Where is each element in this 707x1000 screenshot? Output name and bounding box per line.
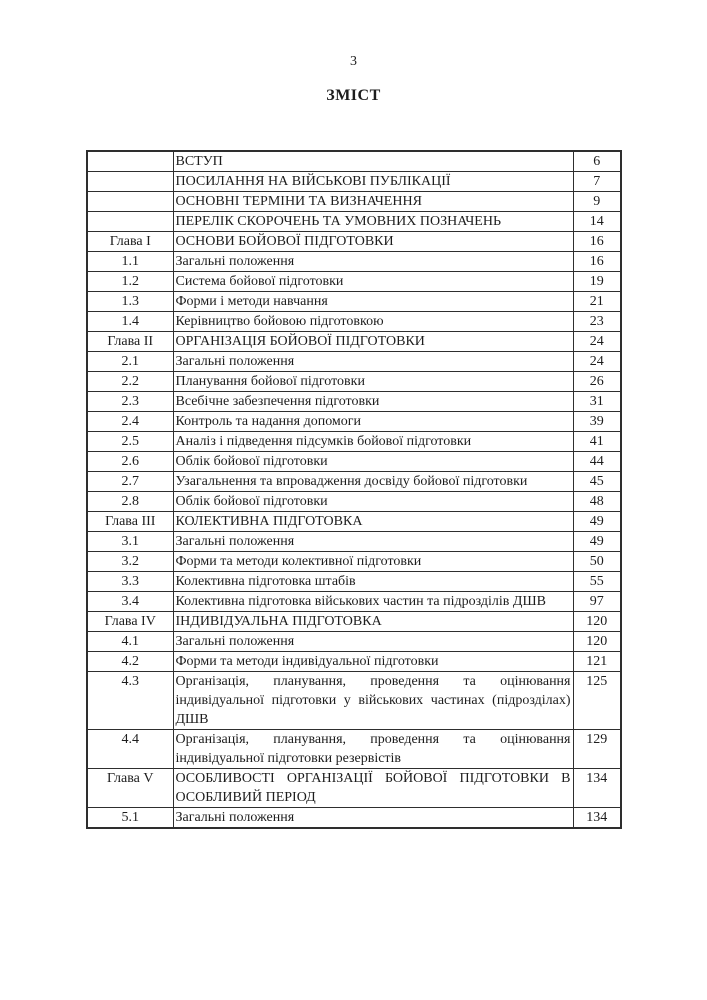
toc-title: Колективна підготовка штабів [173, 572, 573, 592]
toc-chapter: 1.3 [87, 292, 173, 312]
table-row [87, 672, 621, 730]
toc-title: Система бойової підготовки [173, 272, 573, 292]
table-row [87, 232, 621, 252]
toc-page: 134 [573, 808, 621, 829]
table-row [87, 472, 621, 492]
toc-title: Узагальнення та впровадження досвіду бойової підготовки [173, 472, 573, 492]
table-row [87, 632, 621, 652]
table-row [87, 352, 621, 372]
page-number: 3 [350, 54, 357, 69]
toc-page: 55 [573, 572, 621, 592]
toc-table [86, 150, 622, 829]
toc-title: ПОСИЛАННЯ НА ВІЙСЬКОВІ ПУБЛІКАЦІЇ [173, 172, 573, 192]
page-title: ЗМІСТ [326, 87, 381, 104]
table-row [87, 272, 621, 292]
toc-page: 31 [573, 392, 621, 412]
toc-chapter: 4.2 [87, 652, 173, 672]
toc-title: Планування бойової підготовки [173, 372, 573, 392]
toc-chapter: Глава III [87, 512, 173, 532]
table-row [87, 392, 621, 412]
table-row [87, 492, 621, 512]
toc-page: 50 [573, 552, 621, 572]
toc-chapter: Глава IV [87, 612, 173, 632]
toc-page: 120 [573, 632, 621, 652]
toc-title: Облік бойової підготовки [173, 492, 573, 512]
toc-chapter [87, 172, 173, 192]
toc-page: 129 [573, 730, 621, 769]
toc-chapter: 3.4 [87, 592, 173, 612]
toc-page: 24 [573, 332, 621, 352]
toc-title: Керівництво бойовою підготовкою [173, 312, 573, 332]
toc-chapter: 2.2 [87, 372, 173, 392]
toc-title: Колективна підготовка військових частин та підрозділів ДШВ [173, 592, 573, 612]
toc-chapter: 2.4 [87, 412, 173, 432]
toc-page: 49 [573, 512, 621, 532]
table-row [87, 172, 621, 192]
table-row [87, 432, 621, 452]
toc-chapter: Глава V [87, 769, 173, 808]
table-row [87, 412, 621, 432]
toc-title: ОСНОВИ БОЙОВОЇ ПІДГОТОВКИ [173, 232, 573, 252]
toc-page: 9 [573, 192, 621, 212]
toc-page: 14 [573, 212, 621, 232]
toc-chapter [87, 192, 173, 212]
table-row [87, 452, 621, 472]
toc-title: КОЛЕКТИВНА ПІДГОТОВКА [173, 512, 573, 532]
table-row [87, 652, 621, 672]
table-row [87, 372, 621, 392]
toc-title: ОСОБЛИВОСТІ ОРГАНІЗАЦІЇ БОЙОВОЇ ПІДГОТОВКИ В ОСОБЛИВИЙ ПЕРІОД [173, 769, 573, 808]
toc-page: 48 [573, 492, 621, 512]
toc-title: ВСТУП [173, 151, 573, 172]
toc-title: ОСНОВНІ ТЕРМІНИ ТА ВИЗНАЧЕННЯ [173, 192, 573, 212]
toc-chapter: 5.1 [87, 808, 173, 829]
toc-title: ІНДИВІДУАЛЬНА ПІДГОТОВКА [173, 612, 573, 632]
table-row [87, 252, 621, 272]
toc-chapter: 2.8 [87, 492, 173, 512]
table-row [87, 612, 621, 632]
toc-chapter: 1.2 [87, 272, 173, 292]
toc-title: Загальні положення [173, 352, 573, 372]
toc-title: ОРГАНІЗАЦІЯ БОЙОВОЇ ПІДГОТОВКИ [173, 332, 573, 352]
toc-title: Облік бойової підготовки [173, 452, 573, 472]
toc-page: 39 [573, 412, 621, 432]
toc-page: 6 [573, 151, 621, 172]
toc-chapter: Глава I [87, 232, 173, 252]
toc-chapter: 4.4 [87, 730, 173, 769]
toc-page: 121 [573, 652, 621, 672]
toc-chapter: 4.1 [87, 632, 173, 652]
toc-title: Загальні положення [173, 808, 573, 829]
table-row [87, 192, 621, 212]
table-row [87, 332, 621, 352]
toc-title: ПЕРЕЛІК СКОРОЧЕНЬ ТА УМОВНИХ ПОЗНАЧЕНЬ [173, 212, 573, 232]
toc-chapter: 2.1 [87, 352, 173, 372]
toc-page: 120 [573, 612, 621, 632]
toc-chapter: 2.7 [87, 472, 173, 492]
toc-table-body [87, 151, 621, 828]
toc-page: 19 [573, 272, 621, 292]
toc-chapter [87, 212, 173, 232]
table-row [87, 769, 621, 808]
toc-title: Всебічне забезпечення підготовки [173, 392, 573, 412]
toc-page: 134 [573, 769, 621, 808]
toc-title: Форми та методи індивідуальної підготовки [173, 652, 573, 672]
toc-page: 16 [573, 232, 621, 252]
toc-page: 7 [573, 172, 621, 192]
toc-chapter [87, 151, 173, 172]
table-row [87, 512, 621, 532]
toc-chapter: 1.4 [87, 312, 173, 332]
table-row [87, 151, 621, 172]
toc-chapter: 1.1 [87, 252, 173, 272]
toc-title: Загальні положення [173, 532, 573, 552]
toc-page: 21 [573, 292, 621, 312]
toc-page: 41 [573, 432, 621, 452]
toc-title: Форми та методи колективної підготовки [173, 552, 573, 572]
table-row [87, 532, 621, 552]
table-row [87, 292, 621, 312]
toc-page: 26 [573, 372, 621, 392]
toc-chapter: 2.6 [87, 452, 173, 472]
toc-page: 16 [573, 252, 621, 272]
toc-chapter: 3.1 [87, 532, 173, 552]
table-row [87, 730, 621, 769]
table-row [87, 212, 621, 232]
toc-page: 97 [573, 592, 621, 612]
toc-title: Форми і методи навчання [173, 292, 573, 312]
toc-title: Організація, планування, проведення та оцінювання індивідуальної підготовки у військових частинах (підрозділах) ДШВ [173, 672, 573, 730]
toc-page: 45 [573, 472, 621, 492]
table-row [87, 592, 621, 612]
toc-page: 24 [573, 352, 621, 372]
toc-chapter: Глава II [87, 332, 173, 352]
toc-title: Організація, планування, проведення та оцінювання індивідуальної підготовки резервістів [173, 730, 573, 769]
table-row [87, 552, 621, 572]
toc-page: 125 [573, 672, 621, 730]
toc-title: Аналіз і підведення підсумків бойової підготовки [173, 432, 573, 452]
table-row [87, 572, 621, 592]
toc-page: 49 [573, 532, 621, 552]
toc-chapter: 4.3 [87, 672, 173, 730]
toc-page: 44 [573, 452, 621, 472]
toc-chapter: 3.2 [87, 552, 173, 572]
toc-chapter: 2.3 [87, 392, 173, 412]
table-row [87, 808, 621, 829]
toc-title: Контроль та надання допомоги [173, 412, 573, 432]
toc-title: Загальні положення [173, 252, 573, 272]
toc-chapter: 2.5 [87, 432, 173, 452]
toc-page: 23 [573, 312, 621, 332]
table-row [87, 312, 621, 332]
toc-chapter: 3.3 [87, 572, 173, 592]
toc-title: Загальні положення [173, 632, 573, 652]
